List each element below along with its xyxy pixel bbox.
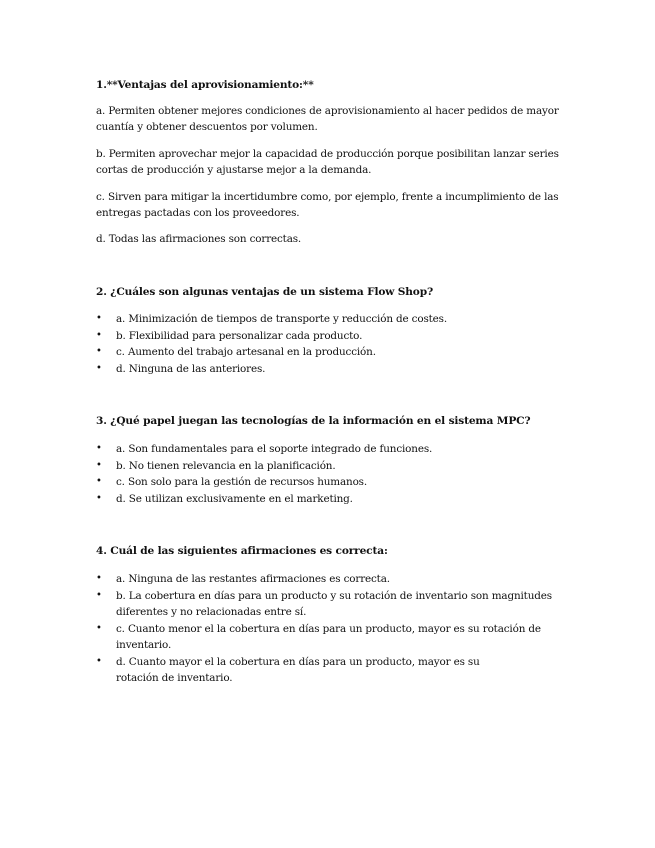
bullet-icon: • (96, 476, 102, 487)
question-1-title: 1.**Ventajas del aprovisionamiento:** (96, 79, 314, 91)
bullet-icon: • (96, 573, 102, 584)
list-item (96, 361, 566, 378)
question-4-option-c: c. Cuanto menor el la cobertura en días para un producto, mayor es su rotación de inventario. (116, 622, 541, 651)
question-4-option-b: b. La cobertura en días para un producto y su rotación de inventario son magnitudes diferentes y no relacionadas entre sí. (116, 589, 552, 618)
list-item (96, 491, 566, 508)
question-4-option-a: a. Ninguna de las restantes afirmaciones es correcta. (116, 573, 390, 585)
question-2-option-a: a. Minimización de tiempos de transporte y reducción de costes. (116, 313, 447, 325)
question-3-options (96, 441, 566, 507)
list-item (96, 654, 496, 687)
bullet-icon: • (96, 443, 102, 454)
question-2-option-b: b. Flexibilidad para personalizar cada producto. (116, 329, 363, 342)
list-item (96, 328, 566, 345)
bullet-icon: • (96, 459, 102, 471)
question-2-options (96, 311, 566, 377)
bullet-icon: • (96, 313, 102, 324)
list-item (96, 441, 566, 458)
question-2-option-c: c. Aumento del trabajo artesanal en la producción. (116, 346, 376, 358)
list-item (96, 311, 566, 328)
question-4-options (96, 571, 566, 687)
question-3-option-d: d. Se utilizan exclusivamente en el marketing. (116, 492, 353, 505)
list-item (96, 588, 566, 621)
bullet-icon: • (96, 589, 102, 601)
list-item (96, 474, 566, 491)
question-2-option-d: d. Ninguna de las anteriores. (116, 362, 266, 375)
question-3-option-b: b. No tienen relevancia en la planificación. (116, 459, 336, 472)
question-1-option-d: d. Todas las afirmaciones son correctas. (96, 233, 302, 245)
bullet-icon: • (96, 362, 102, 374)
question-3-title: 3. ¿Qué papel juegan las tecnologías de la información en el sistema MPC? (96, 415, 531, 427)
list-item (96, 621, 566, 654)
question-3-option-c: c. Son solo para la gestión de recursos humanos. (116, 476, 368, 488)
bullet-icon: • (96, 655, 102, 667)
question-3-option-a: a. Son fundamentales para el soporte integrado de funciones. (116, 443, 433, 455)
bullet-icon: • (96, 346, 102, 357)
question-1-option-a: a. Permiten obtener mejores condiciones de aprovisionamiento al hacer pedidos de mayor cuantía y obtener descuentos por volumen. (96, 105, 559, 133)
question-1-option-c: c. Sirven para mitigar la incertidumbre como, por ejemplo, frente a incumplimiento de las entregas pactadas con los proveedores. (96, 191, 559, 219)
bullet-icon: • (96, 622, 102, 634)
bullet-icon: • (96, 329, 102, 341)
bullet-icon: • (96, 492, 102, 504)
list-item (96, 344, 566, 361)
question-4-title: 4. Cuál de las siguientes afirmaciones es correcta: (96, 545, 388, 557)
question-1-option-b: b. Permiten aprovechar mejor la capacidad de producción porque posibilitan lanzar series cortas de producción y ajustarse mejor a la demanda. (96, 148, 559, 176)
list-item (96, 571, 566, 588)
list-item (96, 458, 566, 475)
question-2-title: 2. ¿Cuáles son algunas ventajas de un sistema Flow Shop? (96, 286, 434, 298)
question-4-option-d: d. Cuanto mayor el la cobertura en días para un producto, mayor es su rotación de inventario. (116, 655, 480, 684)
